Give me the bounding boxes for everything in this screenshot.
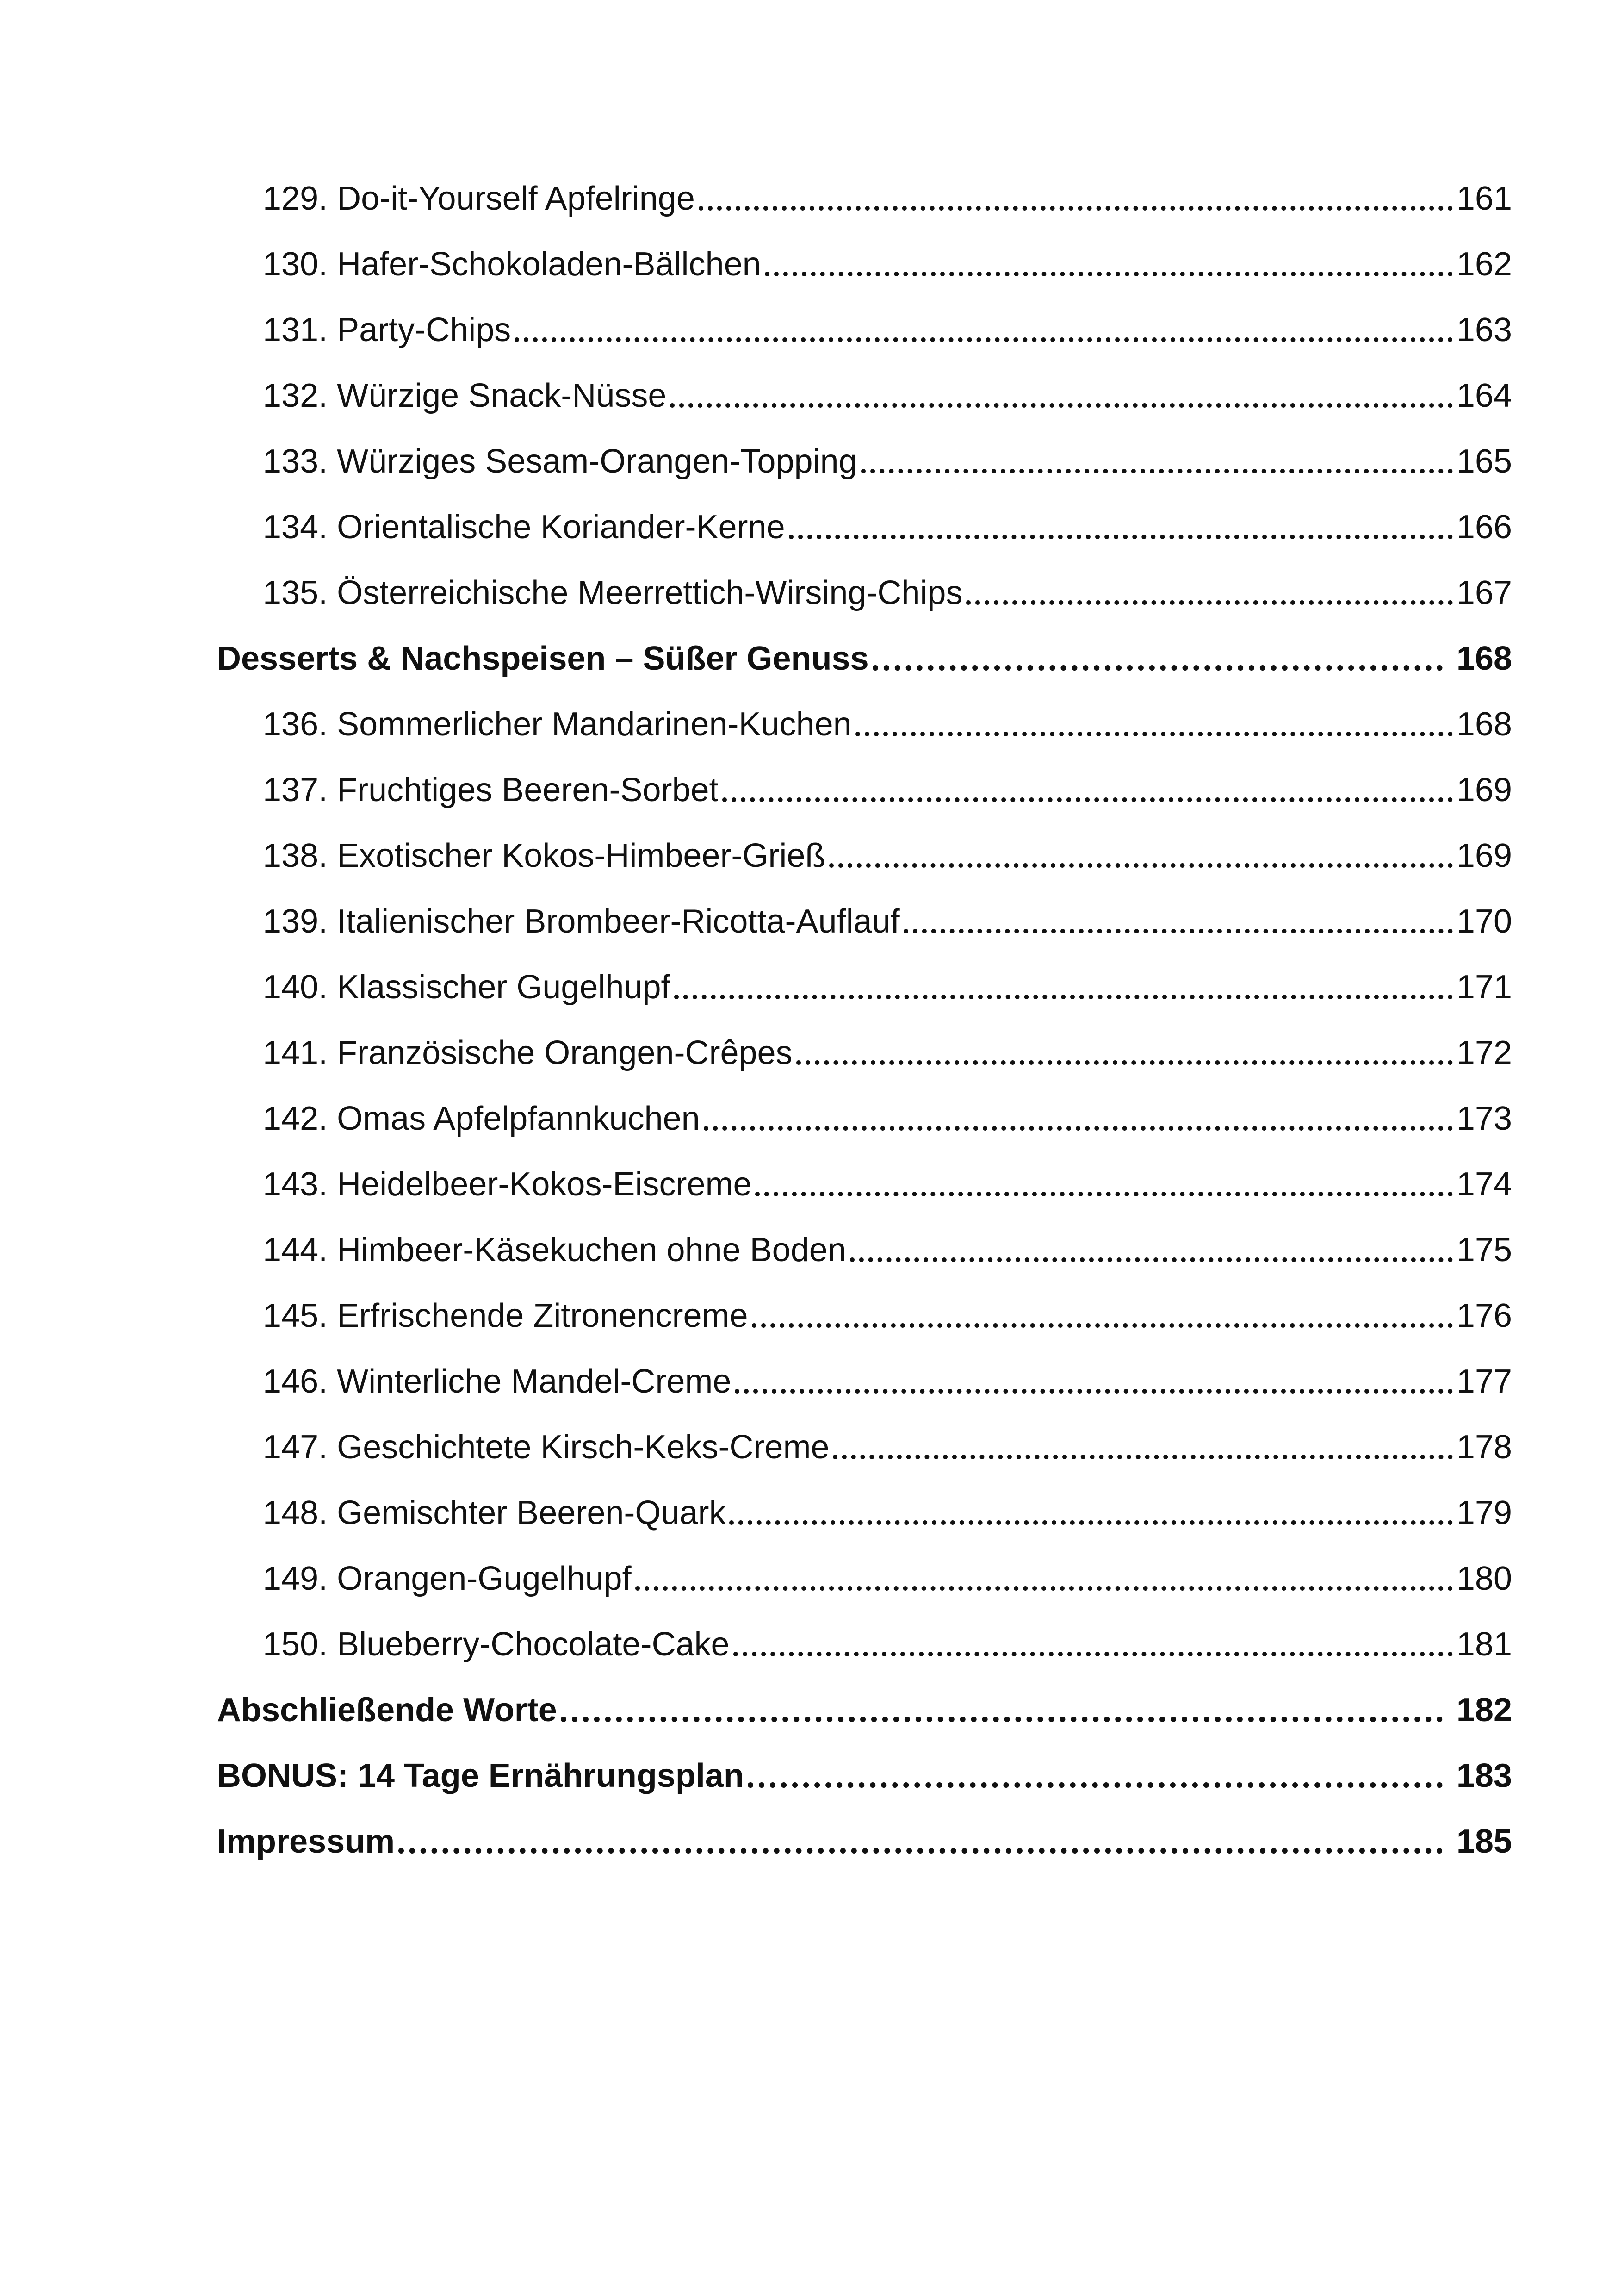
toc-entry[interactable] bbox=[0, 1349, 1512, 1414]
toc-entry-title: 130. Hafer-Schokoladen-Bällchen bbox=[263, 246, 761, 283]
dot-leader bbox=[561, 1693, 1443, 1727]
toc-entry-title: 129. Do-it-Yourself Apfelringe bbox=[263, 180, 695, 217]
toc-section-page: 182 bbox=[1456, 1692, 1512, 1729]
toc-entry-page: 169 bbox=[1456, 772, 1512, 809]
toc-entry-title: 142. Omas Apfelpfannkuchen bbox=[263, 1100, 700, 1137]
toc-entry-page: 174 bbox=[1456, 1166, 1512, 1203]
toc-entry-page: 169 bbox=[1456, 837, 1512, 874]
toc-section-heading[interactable] bbox=[0, 1809, 1512, 1874]
toc-entry[interactable] bbox=[0, 823, 1512, 889]
dot-leader bbox=[674, 971, 1453, 1004]
toc-entry[interactable] bbox=[0, 1414, 1512, 1480]
toc-entry-title: 141. Französische Orangen-Crêpes bbox=[263, 1034, 793, 1071]
dot-leader bbox=[789, 510, 1453, 544]
toc-entry[interactable] bbox=[0, 889, 1512, 954]
dot-leader bbox=[755, 1168, 1452, 1201]
toc-entry-page: 180 bbox=[1456, 1560, 1512, 1597]
toc-section-page: 185 bbox=[1456, 1823, 1512, 1860]
toc-section-page: 168 bbox=[1456, 640, 1512, 677]
dot-leader bbox=[670, 379, 1452, 412]
toc-entry-page: 176 bbox=[1456, 1297, 1512, 1334]
dot-leader bbox=[966, 576, 1452, 610]
table-of-contents bbox=[0, 166, 1618, 1874]
toc-entry[interactable] bbox=[0, 363, 1512, 429]
toc-entry[interactable] bbox=[0, 1151, 1512, 1217]
dot-leader bbox=[722, 773, 1453, 807]
toc-entry-title: 131. Party-Chips bbox=[263, 311, 511, 348]
dot-leader bbox=[704, 1102, 1453, 1135]
toc-entry[interactable] bbox=[0, 1612, 1512, 1677]
toc-entry-title: 132. Würzige Snack-Nüsse bbox=[263, 377, 667, 414]
toc-entry[interactable] bbox=[0, 297, 1512, 363]
dot-leader bbox=[398, 1825, 1443, 1858]
dot-leader bbox=[635, 1562, 1453, 1595]
toc-entry-title: 138. Exotischer Kokos-Himbeer-Grieß bbox=[263, 837, 826, 874]
dot-leader bbox=[735, 1365, 1452, 1398]
dot-leader bbox=[752, 1299, 1453, 1332]
toc-entry-title: 139. Italienischer Brombeer-Ricotta-Auflauf bbox=[263, 903, 900, 940]
toc-entry-title: 148. Gemischter Beeren-Quark bbox=[263, 1494, 726, 1531]
toc-entry-title: 133. Würziges Sesam-Orangen-Topping bbox=[263, 443, 857, 480]
dot-leader bbox=[699, 182, 1453, 215]
toc-entry[interactable] bbox=[0, 1020, 1512, 1086]
toc-entry[interactable] bbox=[0, 954, 1512, 1020]
toc-entry[interactable] bbox=[0, 1283, 1512, 1349]
dot-leader bbox=[861, 445, 1453, 478]
toc-entry-title: 134. Orientalische Koriander-Kerne bbox=[263, 509, 785, 546]
toc-entry-page: 163 bbox=[1456, 311, 1512, 348]
toc-entry-page: 181 bbox=[1456, 1626, 1512, 1663]
toc-entry-page: 171 bbox=[1456, 969, 1512, 1006]
toc-entry-page: 175 bbox=[1456, 1232, 1512, 1269]
dot-leader bbox=[796, 1036, 1453, 1070]
toc-entry[interactable] bbox=[0, 560, 1512, 626]
toc-section-title: Abschließende Worte bbox=[217, 1692, 557, 1729]
dot-leader bbox=[829, 839, 1452, 872]
dot-leader bbox=[515, 313, 1453, 347]
toc-entry-title: 135. Österreichische Meerrettich-Wirsing-Chips bbox=[263, 574, 963, 611]
toc-entry-page: 177 bbox=[1456, 1363, 1512, 1400]
toc-entry[interactable] bbox=[0, 757, 1512, 823]
toc-entry-title: 140. Klassischer Gugelhupf bbox=[263, 969, 670, 1006]
toc-entry[interactable] bbox=[0, 429, 1512, 494]
toc-section-heading[interactable] bbox=[0, 1743, 1512, 1809]
toc-entry-title: 136. Sommerlicher Mandarinen-Kuchen bbox=[263, 706, 852, 743]
toc-entry-page: 179 bbox=[1456, 1494, 1512, 1531]
toc-entry-title: 149. Orangen-Gugelhupf bbox=[263, 1560, 632, 1597]
toc-section-page: 183 bbox=[1456, 1757, 1512, 1794]
dot-leader bbox=[873, 642, 1443, 675]
toc-entry[interactable] bbox=[0, 166, 1512, 231]
toc-section-title: Desserts & Nachspeisen – Süßer Genuss bbox=[217, 640, 869, 677]
toc-section-heading[interactable] bbox=[0, 1677, 1512, 1743]
dot-leader bbox=[904, 905, 1453, 938]
toc-entry-page: 172 bbox=[1456, 1034, 1512, 1071]
toc-entry[interactable] bbox=[0, 231, 1512, 297]
toc-entry-title: 137. Fruchtiges Beeren-Sorbet bbox=[263, 772, 719, 809]
toc-entry-title: 150. Blueberry-Chocolate-Cake bbox=[263, 1626, 730, 1663]
toc-entry-title: 144. Himbeer-Käsekuchen ohne Boden bbox=[263, 1232, 846, 1269]
toc-entry-page: 167 bbox=[1456, 574, 1512, 611]
dot-leader bbox=[729, 1496, 1452, 1530]
toc-section-title: BONUS: 14 Tage Ernährungsplan bbox=[217, 1757, 744, 1794]
toc-entry-title: 145. Erfrischende Zitronencreme bbox=[263, 1297, 748, 1334]
toc-entry[interactable] bbox=[0, 691, 1512, 757]
toc-entry-page: 165 bbox=[1456, 443, 1512, 480]
toc-entry-page: 164 bbox=[1456, 377, 1512, 414]
dot-leader bbox=[855, 708, 1453, 741]
toc-entry-page: 168 bbox=[1456, 706, 1512, 743]
toc-entry-title: 147. Geschichtete Kirsch-Keks-Creme bbox=[263, 1429, 830, 1466]
toc-entry-page: 178 bbox=[1456, 1429, 1512, 1466]
toc-entry-page: 173 bbox=[1456, 1100, 1512, 1137]
dot-leader bbox=[733, 1628, 1453, 1661]
dot-leader bbox=[833, 1431, 1452, 1464]
toc-entry[interactable] bbox=[0, 1086, 1512, 1151]
toc-section-title: Impressum bbox=[217, 1823, 395, 1860]
toc-entry-page: 162 bbox=[1456, 246, 1512, 283]
toc-entry[interactable] bbox=[0, 1480, 1512, 1546]
toc-entry[interactable] bbox=[0, 1217, 1512, 1283]
dot-leader bbox=[765, 248, 1453, 281]
toc-section-heading[interactable] bbox=[0, 626, 1512, 691]
dot-leader bbox=[748, 1759, 1443, 1792]
toc-entry-title: 146. Winterliche Mandel-Creme bbox=[263, 1363, 732, 1400]
toc-entry-page: 166 bbox=[1456, 509, 1512, 546]
toc-entry-page: 161 bbox=[1456, 180, 1512, 217]
toc-entry[interactable] bbox=[0, 494, 1512, 560]
toc-entry[interactable] bbox=[0, 1546, 1512, 1612]
toc-entry-title: 143. Heidelbeer-Kokos-Eiscreme bbox=[263, 1166, 752, 1203]
dot-leader bbox=[850, 1233, 1453, 1267]
toc-entry-page: 170 bbox=[1456, 903, 1512, 940]
